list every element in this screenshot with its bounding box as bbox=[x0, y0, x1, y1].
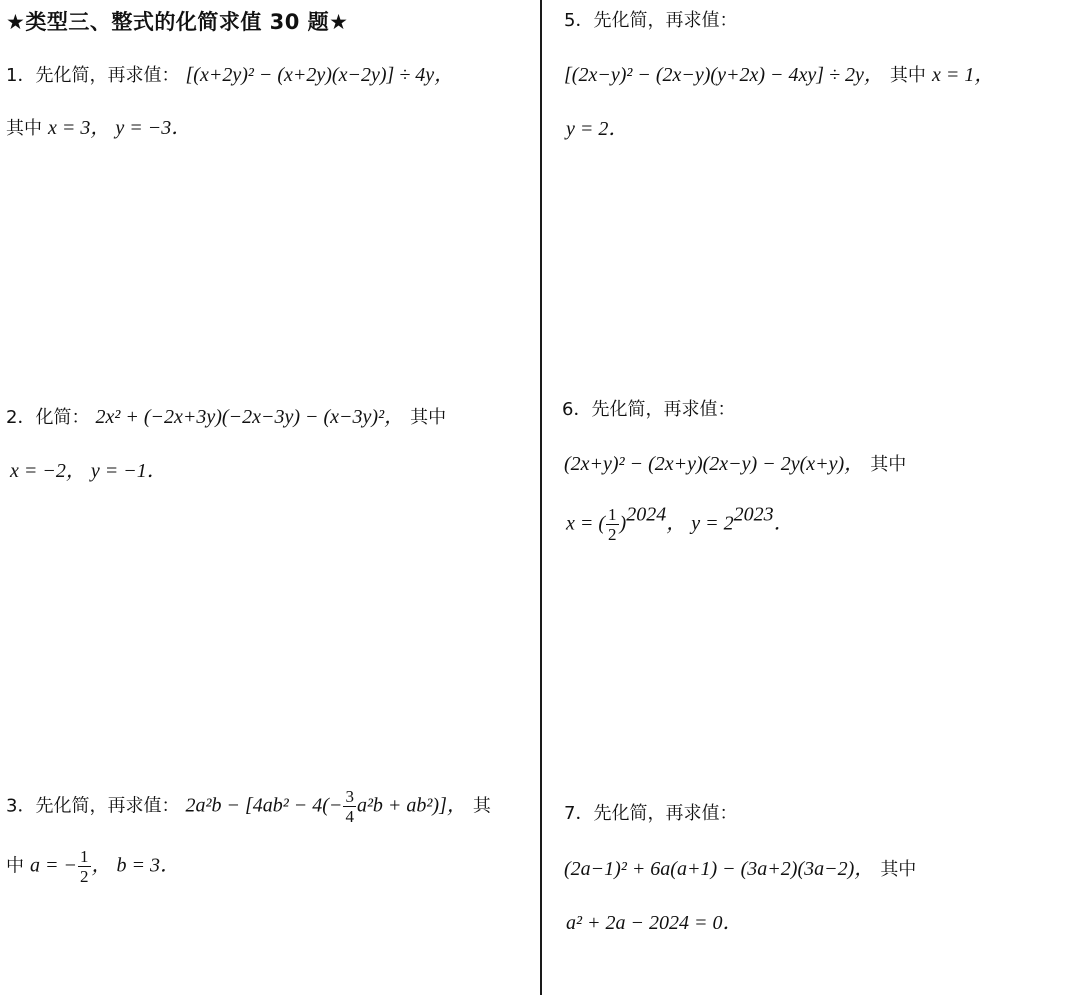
column-divider bbox=[540, 0, 542, 995]
problem-1-expression: [(x+2y)² − (x+2y)(x−2y)] ÷ 4y， bbox=[185, 64, 455, 86]
problem-1-condition-prefix: 其中 bbox=[6, 118, 42, 139]
problem-3-condition-prefix: 中 bbox=[6, 855, 24, 877]
problem-6-line-3 bbox=[566, 503, 794, 544]
problem-5-line-1 bbox=[564, 8, 737, 33]
problem-7-condition: a² + 2a − 2024 = 0． bbox=[566, 912, 743, 934]
problem-7-tail: 其中 bbox=[880, 859, 917, 880]
problem-6-expression: (2x+y)² − (2x+y)(2x−y) − 2y(x+y)， bbox=[564, 453, 865, 475]
problem-2-expression: 2x² + (−2x+3y)(−2x−3y) − (x−3y)²， bbox=[95, 406, 405, 428]
problem-3-line-1 bbox=[6, 788, 491, 825]
problem-6-condition-b: ) bbox=[619, 512, 627, 535]
problem-2-condition: x = −2， y = −1． bbox=[10, 460, 167, 482]
problem-3-condition-fraction-numerator: 1 bbox=[80, 847, 89, 866]
problem-5-condition-y: y = 2． bbox=[566, 118, 629, 140]
problem-7-line-1 bbox=[564, 801, 737, 826]
problem-3-condition-b: ， b = 3． bbox=[91, 854, 181, 877]
worksheet-title: ★类型三、整式的化简求值 30 题★ bbox=[6, 10, 349, 34]
problem-2-line-2 bbox=[10, 458, 167, 484]
problem-5-line-2 bbox=[564, 62, 994, 88]
problem-6-exponent-1: 2024 bbox=[626, 503, 667, 526]
problem-6-fraction bbox=[606, 506, 619, 543]
problem-6-line-1 bbox=[562, 397, 735, 422]
problem-5-condition-x: x = 1， bbox=[931, 64, 995, 86]
problem-5-label: 5．先化简，再求值： bbox=[564, 10, 738, 31]
problem-1-line-2 bbox=[6, 115, 191, 141]
problem-7-label: 7．先化简，再求值： bbox=[564, 803, 738, 824]
problem-3-fraction-numerator: 3 bbox=[345, 787, 354, 806]
problem-3-line-2 bbox=[6, 848, 180, 885]
problem-6-condition-d: ． bbox=[773, 512, 794, 535]
problem-3-fraction bbox=[343, 788, 356, 825]
problem-6-label: 6．先化简，再求值： bbox=[562, 399, 736, 420]
problem-5-line-3 bbox=[566, 116, 628, 142]
problem-6-exponent-2: 2023 bbox=[733, 503, 774, 526]
problem-1-line-1 bbox=[6, 62, 454, 88]
problem-6-condition-a: x = ( bbox=[566, 512, 606, 535]
problem-3-expression-a: 2a²b − [4ab² − 4(− bbox=[185, 794, 343, 817]
problem-6-fraction-numerator: 1 bbox=[608, 505, 617, 524]
problem-2-line-1 bbox=[6, 404, 446, 430]
problem-3-condition-fraction bbox=[78, 848, 91, 885]
problem-3-expression-b: a²b + ab²)]， bbox=[356, 794, 467, 817]
problem-1-label: 1．先化简，再求值： bbox=[6, 65, 180, 86]
problem-6-condition-c: ， y = 2 bbox=[666, 512, 734, 535]
problem-1-condition: x = 3， y = −3． bbox=[48, 117, 192, 139]
problem-3-tail: 其 bbox=[472, 795, 491, 817]
problem-6-fraction-denominator: 2 bbox=[608, 525, 617, 544]
problem-3-condition-fraction-denominator: 2 bbox=[80, 867, 89, 886]
problem-7-line-2 bbox=[564, 856, 916, 882]
problem-3-condition-a: a = − bbox=[30, 854, 78, 877]
problem-3-label: 3．先化简，再求值： bbox=[6, 795, 180, 817]
problem-5-tail: 其中 bbox=[889, 65, 926, 86]
problem-7-expression: (2a−1)² + 6a(a+1) − (3a+2)(3a−2)， bbox=[564, 858, 875, 880]
problem-6-line-2 bbox=[564, 451, 906, 477]
problem-2-label: 2．化简： bbox=[6, 407, 90, 428]
problem-3-fraction-denominator: 4 bbox=[345, 807, 354, 826]
problem-7-line-3 bbox=[566, 910, 742, 936]
problem-2-tail: 其中 bbox=[410, 407, 447, 428]
problem-5-expression: [(2x−y)² − (2x−y)(y+2x) − 4xy] ÷ 2y， bbox=[564, 64, 884, 86]
problem-6-tail: 其中 bbox=[870, 454, 907, 475]
